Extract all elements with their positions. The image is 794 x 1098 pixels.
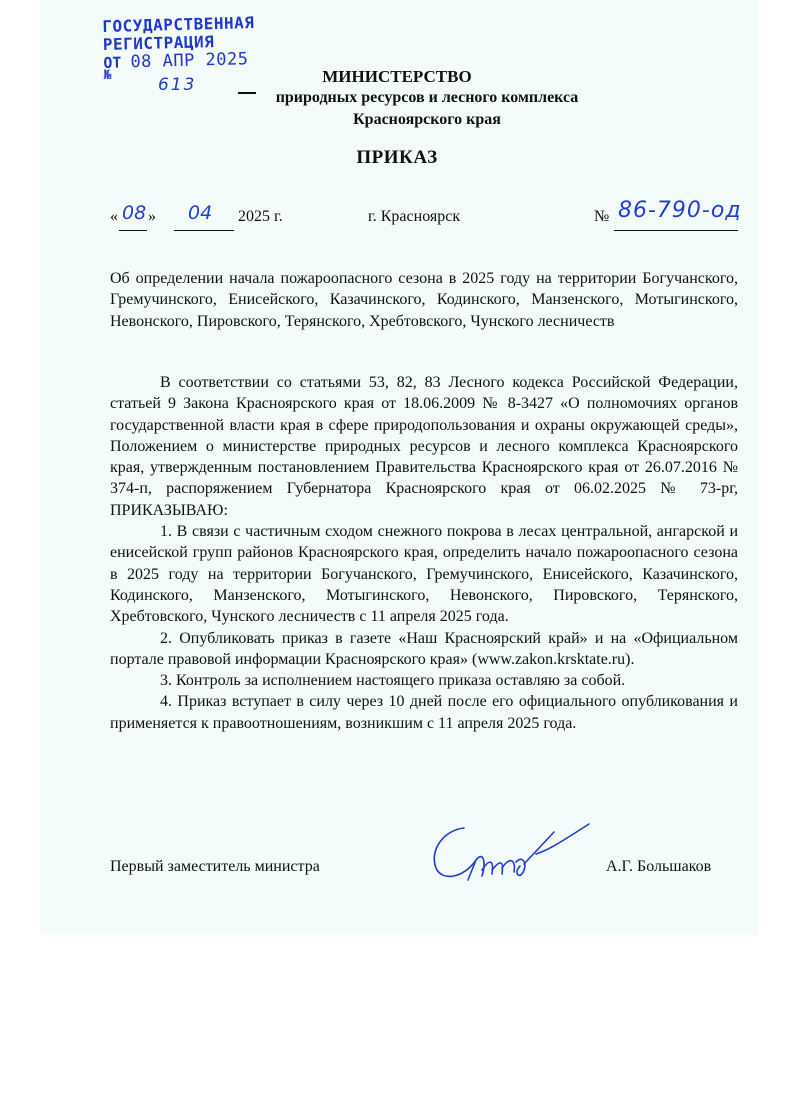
ministry-subtitle: природных ресурсов и лесного комплекса [275,89,579,106]
stamp-from-label: ОТ [103,53,122,72]
signer-position: Первый заместитель министра [110,858,320,875]
order-body [110,372,738,734]
stamp-line-2: РЕГИСТРАЦИЯ [102,32,215,54]
ministry-region: Красноярского края [353,111,501,128]
order-item-3: 3. Контроль за исполнением настоящего приказа оставляю за собой. [160,672,626,690]
order-number: 86-790-од [618,198,742,223]
signer-name: А.Г. Большаков [606,858,712,875]
order-number-label: № [594,208,610,225]
number-underline [614,230,738,231]
stamp-line-1: ГОСУДАРСТВЕННАЯ [102,13,255,36]
order-item-1: 1. В связи с частичным сходом снежного покрова в лесах центральной, ангарской и енисейской групп районов Красноярского края, определить начало пожароопасного сезона в 2025 году на территории Богучанского, Гремучинского, Енисейского, Казачинского, Кодинского, Манзенского, Мотыгинского, Невонского, Пировского, Терянского, Хребтовского, Чунского лесничеств с 11 апреля 2025 года. [110,523,738,626]
month-underline [174,230,234,231]
city: г. Красноярск [368,208,461,225]
order-item-4: 4. Приказ вступает в силу через 10 дней после его официального опубликования и применяется к правоотношениям, возникшим с 11 апреля 2025 года. [110,693,738,732]
order-subject: Об определении начала пожароопасного сезона в 2025 году на территории Богучанского, Гремучинского, Енисейского, Казачинского, Кодинского, Манзенского, Мотыгинского, Невонского, Пировского, Терянского, Хребтовского, Чунского лесничеств [110,270,738,330]
document-title: ПРИКАЗ [356,147,438,168]
preamble: В соответствии со статьями 53, 82, 83 Лесного кодекса Российской Федерации, статьей 9 Закона Красноярского края от 18.06.2009 № 8-3427 «О полномочиях органов государственной власти края в сфере природопользования и охраны окружающей среды», Положением о министерстве природных ресурсов и лесного комплекса Красноярского края, утвержденным постановлением Правительства Красноярского края от 26.07.2016 № 374-п, распоряжением Губернатора Красноярского края от 06.02.2025 № 73-рг, ПРИКАЗЫВАЮ: [110,374,738,519]
date-open-quote: « [110,208,118,225]
ministry-title: МИНИСТЕРСТВО [322,67,472,86]
date-day: 08 [122,202,147,224]
date-month: 04 [188,202,213,224]
stamp-number-label: № [103,67,112,83]
date-year: 2025 г. [238,208,283,225]
date-close-quote: » [148,208,156,225]
dateline [110,198,742,238]
handwritten-signature [424,820,594,890]
stamp-registration-number: 613 [158,75,197,95]
stamp-date: 08 АПР 2025 [130,49,249,73]
order-item-2: 2. Опубликовать приказ в газете «Наш Красноярский край» и на «Официальном портале правовой информации Красноярского края» (www.zakon.krsktate.ru). [110,629,738,668]
day-underline [119,230,147,231]
